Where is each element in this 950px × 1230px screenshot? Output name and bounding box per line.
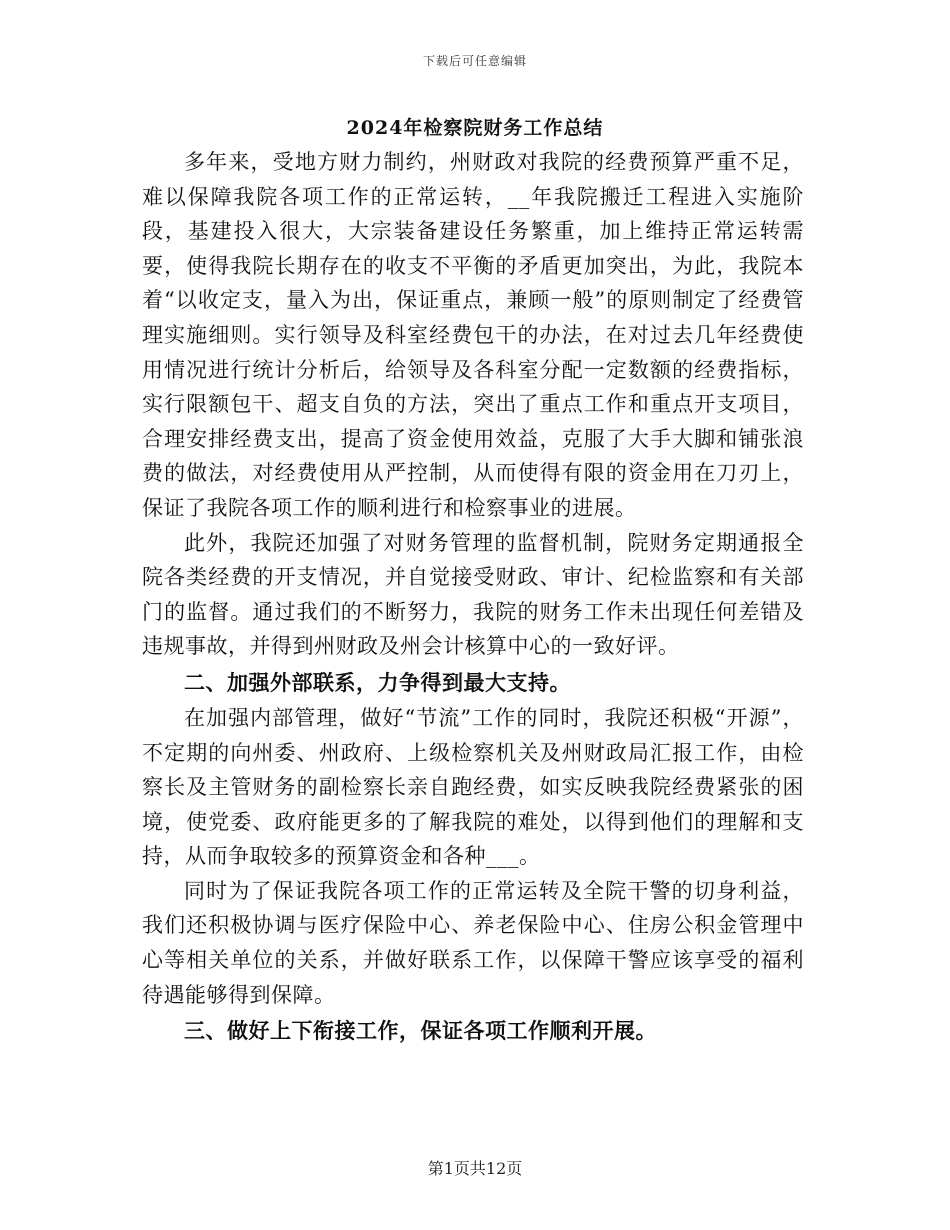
paragraph-4: 同时为了保证我院各项工作的正常运转及全院干警的切身利益，我们还积极协调与医疗保险中心、养老保险中心、住房公积金管理中心等相关单位的关系，并做好联系工作，以保障干警应该享受的福利待遇能够得到保障。 bbox=[142, 878, 804, 1007]
paragraph-2: 此外，我院还加强了对财务管理的监督机制，院财务定期通报全院各类经费的开支情况，并自觉接受财政、审计、纪检监察和有关部门的监督。通过我们的不断努力，我院的财务工作未出现任何差错及违规事故，并得到州财政及州会计核算中心的一致好评。 bbox=[142, 530, 804, 659]
document-body bbox=[142, 145, 804, 1049]
page-footer: 第1页共12页 bbox=[427, 1159, 523, 1178]
page-title: 2024年检察院财务工作总结 bbox=[346, 117, 604, 139]
section-heading-3: 三、做好上下衔接工作，保证各项工作顺利开展。 bbox=[184, 1018, 657, 1044]
paragraph-1: 多年来，受地方财力制约，州财政对我院的经费预算严重不足，难以保障我院各项工作的正常运转，__年我院搬迁工程进入实施阶段，基建投入很大，大宗装备建设任务繁重，加上维持正常运转需要，使得我院长期存在的收支不平衡的矛盾更加突出，为此，我院本着“以收定支，量入为出，保证重点，兼顾一般”的原则制定了经费管理实施细则。实行领导及科室经费包干的办法，在对过去几年经费使用情况进行统计分析后，给领导及各科室分配一定数额的经费指标，实行限额包干、超支自负的方法，突出了重点工作和重点开支项目，合理安排经费支出，提高了资金使用效益，克服了大手大脚和铺张浪费的做法，对经费使用从严控制，从而使得有限的资金用在刀刃上，保证了我院各项工作的顺利进行和检察事业的进展。 bbox=[142, 150, 804, 520]
paragraph-3: 在加强内部管理，做好“节流”工作的同时，我院还积极“开源”，不定期的向州委、州政府、上级检察机关及州财政局汇报工作，由检察长及主管财务的副检察长亲自跑经费，如实反映我院经费紧张的困境，使党委、政府能更多的了解我院的难处，以得到他们的理解和支持，从而争取较多的预算资金和各种___。 bbox=[142, 705, 804, 869]
header-note: 下载后可任意编辑 bbox=[422, 54, 527, 68]
section-heading-2: 二、加强外部联系，力争得到最大支持。 bbox=[184, 669, 571, 695]
